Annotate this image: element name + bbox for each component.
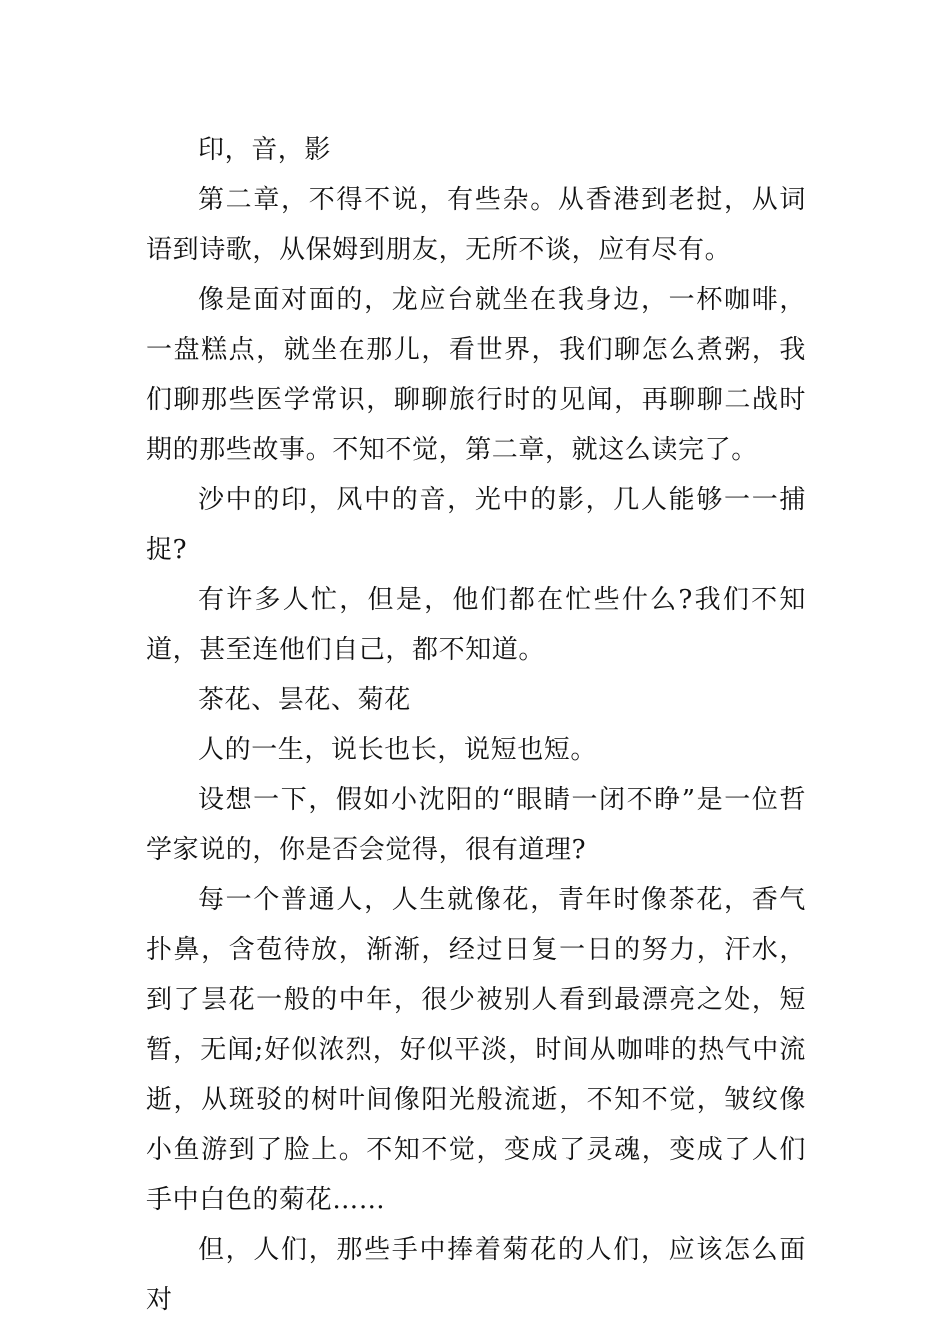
section-heading-flowers: 茶花、昙花、菊花	[198, 685, 411, 715]
paragraph: 每一个普通人，人生就像花，青年时像茶花，香气扑鼻，含苞待放，渐渐，经过日复一日的努力，汗水，到了昙花一般的中年，很少被别人看到最漂亮之处，短暂，无闻;好似浓烈，好似平淡，时间从咖啡的热气中流逝，从斑驳的树叶间像阳光般流逝，不知不觉，皱纹像小鱼游到了脸上。不知不觉，变成了灵魂，变成了人们手中白色的菊花……	[146, 885, 806, 1215]
paragraph: 设想一下，假如小沈阳的“眼睛一闭不睁”是一位哲学家说的，你是否会觉得，很有道理?	[146, 785, 806, 865]
paragraph: 有许多人忙，但是，他们都在忙些什么?我们不知道，甚至连他们自己，都不知道。	[146, 585, 806, 665]
paragraph: 像是面对面的，龙应台就坐在我身边，一杯咖啡，一盘糕点，就坐在那儿，看世界，我们聊怎么煮粥，我们聊那些医学常识，聊聊旅行时的见闻，再聊聊二战时期的那些故事。不知不觉，第二章，就这么读完了。	[146, 285, 806, 465]
paragraph: 沙中的印，风中的音，光中的影，几人能够一一捕捉?	[146, 485, 806, 565]
section-heading-yin-yin-ying: 印，音，影	[198, 135, 332, 165]
document-body	[146, 125, 806, 1325]
paragraph: 人的一生，说长也长，说短也短。	[198, 735, 598, 765]
paragraph: 但，人们，那些手中捧着菊花的人们，应该怎么面对	[146, 1235, 806, 1315]
paragraph: 第二章，不得不说，有些杂。从香港到老挝，从词语到诗歌，从保姆到朋友，无所不谈，应有尽有。	[146, 185, 806, 265]
